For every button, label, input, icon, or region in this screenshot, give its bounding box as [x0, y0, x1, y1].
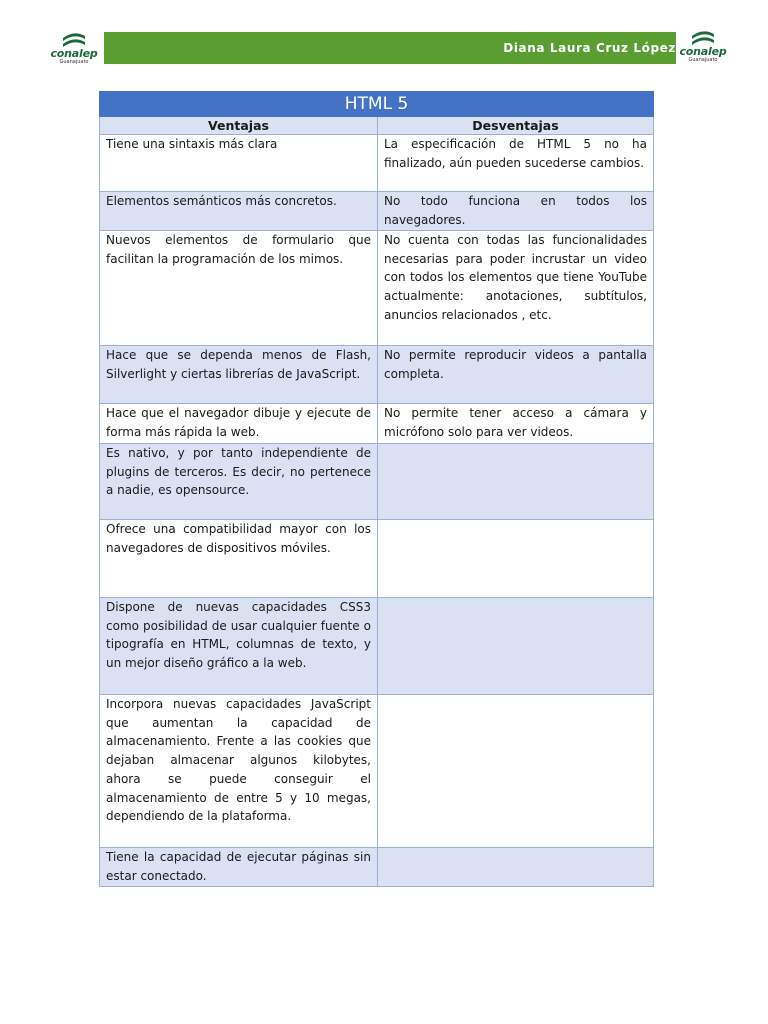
author-name: Diana Laura Cruz López [503, 41, 676, 55]
table-row [100, 135, 654, 192]
logo-subtext: Guanajuato [688, 57, 718, 63]
desventaja-cell [378, 598, 654, 695]
conalep-logo-right [676, 28, 730, 63]
table-row [100, 520, 654, 598]
table-row [100, 404, 654, 444]
ventaja-cell: Ofrece una compatibilidad mayor con los navegadores de dispositivos móviles. [100, 520, 378, 598]
column-header-ventajas: Ventajas [100, 117, 378, 135]
conalep-logo-left [48, 30, 100, 65]
ventaja-cell: Es nativo, y por tanto independiente de plugins de terceros. Es decir, no pertenece a nadie, es opensource. [100, 444, 378, 520]
conalep-emblem-icon [59, 30, 89, 48]
table-row [100, 231, 654, 346]
table-row [100, 848, 654, 887]
desventaja-cell [378, 848, 654, 887]
desventaja-cell [378, 695, 654, 848]
logo-subtext: Guanajuato [59, 59, 89, 65]
table-row [100, 192, 654, 231]
table-header-row [100, 117, 654, 135]
table-title: HTML 5 [100, 92, 654, 117]
table-row [100, 695, 654, 848]
desventaja-cell: No permite tener acceso a cámara y micrófono solo para ver videos. [378, 404, 654, 444]
desventaja-cell: No cuenta con todas las funcionalidades necesarias para poder incrustar un video con todos los elementos que tiene YouTube actualmente: anotaciones, subtítulos, anuncios relacionados , etc. [378, 231, 654, 346]
logo-text: conalep [50, 47, 98, 60]
desventaja-cell [378, 520, 654, 598]
conalep-emblem-icon [688, 28, 718, 46]
table-row [100, 444, 654, 520]
table-row [100, 598, 654, 695]
desventaja-cell: La especificación de HTML 5 no ha finalizado, aún pueden sucederse cambios. [378, 135, 654, 192]
comparison-table [99, 91, 654, 887]
table-title-row [100, 92, 654, 117]
column-header-desventajas: Desventajas [378, 117, 654, 135]
header-bar [104, 32, 676, 64]
desventaja-cell: No todo funciona en todos los navegadores. [378, 192, 654, 231]
ventaja-cell: Dispone de nuevas capacidades CSS3 como posibilidad de usar cualquier fuente o tipografía en HTML, columnas de texto, y un mejor diseño gráfico a la web. [100, 598, 378, 695]
ventaja-cell: Elementos semánticos más concretos. [100, 192, 378, 231]
ventaja-cell: Incorpora nuevas capacidades JavaScript que aumentan la capacidad de almacenamiento. Frente a las cookies que dejaban almacenar algunos kilobytes, ahora se puede conseguir el almacenamiento de entre 5 y 10 megas, dependiendo de la plataforma. [100, 695, 378, 848]
ventaja-cell: Tiene la capacidad de ejecutar páginas sin estar conectado. [100, 848, 378, 887]
ventaja-cell: Nuevos elementos de formulario que facilitan la programación de los mimos. [100, 231, 378, 346]
ventaja-cell: Tiene una sintaxis más clara [100, 135, 378, 192]
table-row [100, 346, 654, 404]
ventaja-cell: Hace que el navegador dibuje y ejecute de forma más rápida la web. [100, 404, 378, 444]
logo-text: conalep [679, 45, 727, 58]
ventaja-cell: Hace que se dependa menos de Flash, Silverlight y ciertas librerías de JavaScript. [100, 346, 378, 404]
desventaja-cell [378, 444, 654, 520]
desventaja-cell: No permite reproducir videos a pantalla completa. [378, 346, 654, 404]
